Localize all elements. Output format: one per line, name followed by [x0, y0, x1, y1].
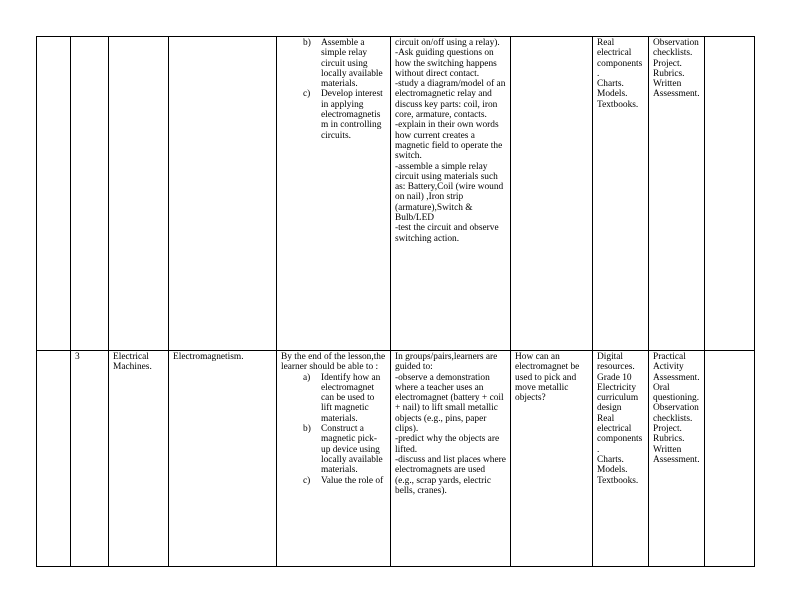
- outcome-marker: a): [303, 372, 311, 383]
- assessment-cell: [649, 37, 705, 351]
- resource-line: Real electrical components.: [597, 413, 643, 455]
- outcome-item: [303, 89, 386, 141]
- key-inquiry-cell: [511, 37, 593, 351]
- resource-line: Digital resources.: [597, 352, 635, 373]
- assessment-line: Written Assessment.: [653, 444, 700, 465]
- learning-experiences-cell: [391, 351, 511, 567]
- experience-line: -discuss and list places where electromagnets are used (e.g., scrap yards, electric bells, cranes).: [395, 454, 506, 496]
- outcome-marker: b): [303, 38, 311, 48]
- outcome-text: Assemble a simple relay circuit using locally available materials.: [321, 38, 383, 90]
- outcomes-intro: By the end of the lesson,the learner should be able to :: [281, 352, 386, 373]
- resource-line: Real electrical components.: [597, 38, 643, 79]
- key-inquiry-cell: How can an electromagnet be used to pick and move metallic objects?: [511, 351, 593, 567]
- sub-strand-cell: [169, 37, 277, 351]
- scheme-of-work-table: [36, 36, 755, 567]
- learning-experiences-cell: [391, 37, 511, 351]
- resource-line: Textbooks.: [597, 99, 639, 110]
- experience-line: -observe a demonstration where a teacher uses an electromagnet (battery + coil + nail) to lift small metallic objects (e.g., pins, paper clips).: [395, 372, 504, 435]
- resource-line: Charts.: [597, 79, 624, 90]
- assessment-line: Project.: [653, 424, 682, 435]
- learning-outcomes-cell: [277, 351, 391, 567]
- experience-line: -predict why the objects are lifted.: [395, 434, 500, 455]
- experience-line: -explain in their own words how current creates a magnetic field to operate the switch.: [395, 120, 503, 162]
- outcome-text: Develop interest in applying electromagnetism in controlling circuits.: [321, 89, 383, 141]
- resource-line: Models.: [597, 89, 628, 100]
- experience-line: -test the circuit and observe switching action.: [395, 223, 499, 244]
- assessment-line: Observation checklists.: [653, 38, 699, 59]
- assessment-line: Rubrics.: [653, 68, 685, 79]
- lesson-cell: [71, 37, 109, 351]
- strand-cell: Electrical Machines.: [109, 351, 169, 567]
- reflection-cell: [705, 37, 755, 351]
- outcome-text: Identify how an electromagnet can be used to lift magnetic materials.: [321, 372, 381, 424]
- outcome-text: Value the role of: [321, 475, 384, 486]
- outcomes-list: [281, 38, 386, 141]
- assessment-line: Rubrics.: [653, 434, 685, 445]
- table-row: [37, 351, 755, 567]
- assessment-cell: [649, 351, 705, 567]
- outcome-marker: c): [303, 475, 311, 486]
- experience-line: -assemble a simple relay circuit using materials such as: Battery,Coil (wire wound on nail) ,Iron strip (armature),Switch & Bulb/LED: [395, 161, 504, 224]
- outcome-marker: c): [303, 89, 311, 100]
- assessment-line: Observation checklists.: [653, 403, 699, 424]
- outcome-text: Construct a magnetic pick-up device using locally available materials.: [321, 424, 383, 476]
- outcome-item: [303, 372, 386, 424]
- resource-line: Charts.: [597, 454, 624, 465]
- resource-line: Models.: [597, 465, 628, 476]
- experience-line: -study a diagram/model of an electromagnetic relay and discuss key parts: coil, iron core, armature, contacts.: [395, 79, 506, 121]
- strand-cell: [109, 37, 169, 351]
- resource-line: Textbooks.: [597, 475, 639, 486]
- lesson-cell: 3: [71, 351, 109, 567]
- outcome-marker: b): [303, 424, 311, 435]
- week-cell: [37, 37, 71, 351]
- resource-line: Grade 10 Electricity curriculum design: [597, 372, 639, 414]
- sub-strand-cell: Electromagnetism.: [169, 351, 277, 567]
- experience-line: In groups/pairs,learners are guided to:: [395, 352, 498, 373]
- outcome-item: [303, 424, 386, 476]
- outcome-item: [303, 475, 386, 486]
- outcomes-list: [281, 373, 386, 486]
- resources-cell: [593, 351, 649, 567]
- reflection-cell: [705, 351, 755, 567]
- outcome-item: [303, 38, 386, 90]
- assessment-line: Practical Activity Assessment.: [653, 352, 700, 383]
- week-cell: [37, 351, 71, 567]
- experience-line: circuit on/off using a relay).: [395, 38, 500, 48]
- assessment-line: Project.: [653, 58, 682, 69]
- learning-outcomes-cell: [277, 37, 391, 351]
- experience-line: -Ask guiding questions on how the switching happens without direct contact.: [395, 48, 497, 79]
- assessment-line: Written Assessment.: [653, 79, 700, 100]
- assessment-line: Oral questioning.: [653, 382, 700, 404]
- table-row: [37, 37, 755, 351]
- resources-cell: [593, 37, 649, 351]
